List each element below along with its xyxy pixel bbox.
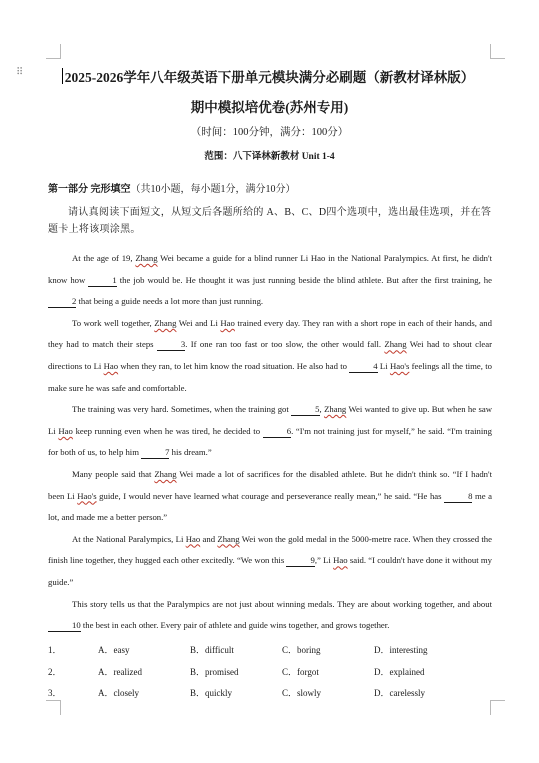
blank-8: 8 [444, 491, 472, 503]
blank-10: 10 [48, 620, 81, 632]
option-a[interactable]: A．realized [98, 666, 142, 677]
option-b[interactable]: B．difficult [190, 645, 234, 656]
scope-line: 范围：八下译林新教材 Unit 1-4 [204, 152, 335, 162]
option-a[interactable]: A．easy [98, 645, 130, 656]
blank-7: 7 [141, 447, 169, 459]
page-corner-mark-top-left [46, 44, 61, 59]
drag-handle-icon[interactable]: ⠿ [16, 67, 25, 78]
blank-4: 4 [349, 361, 377, 373]
option-a[interactable]: A．closely [98, 688, 139, 699]
option-row [48, 682, 492, 704]
paragraph-3: The training was very hard. Sometimes, when the training got 5, Zhang Wei wanted to give up. But when he saw Li Hao keep running even when he was tired, he decided to 6. “I'm not training just for myself,” he said. “I'm training for both of us, to help him 7 his dream.” [48, 404, 492, 458]
option-d[interactable]: D．explained [374, 666, 425, 677]
paragraph-4: Many people said that Zhang Wei made a lot of sacrifices for the disabled athlete. But he didn't think so. “If I hadn't been Li Hao's guide, I would never have learned what courage and perseverance really mean,” he said. “He has 8 me a lot, and made me a better person.” [48, 468, 492, 523]
option-c[interactable]: C．boring [282, 645, 321, 656]
document-title: 2025-2026学年八年级英语下册单元模块满分必刷题（新教材译林版） [64, 70, 475, 85]
blank-6: 6 [263, 426, 291, 438]
paragraph-6: This story tells us that the Paralympics are not just about winning medals. They are about working together, and about 10 the best in each other. Every pair of athlete and guide wins together, and grows together. [48, 594, 492, 637]
page-corner-mark-bottom-right [490, 700, 505, 715]
blank-3: 3 [157, 339, 185, 351]
option-c[interactable]: C．slowly [282, 688, 322, 699]
paragraph-2: To work well together, Zhang Wei and Li Hao trained every day. They ran with a short rope in each of their hands, and they had to match their steps 3. If one ran too fast or too slow, the other would fall. Zhang Wei had to shout clear directions to Li Hao when they ran, to let him know the road situation. He also had to 4 Li Hao's feelings all the time, to make sure he was safe and comfortable. [48, 317, 492, 393]
option-row [48, 639, 492, 661]
paragraph-1: At the age of 19, Zhang Wei became a guide for a blind runner Li Hao in the National Paralympics. At first, he didn't know how 1 the job would be. He thought it was just running beside the blind athlete. But after the first training, he 2 that being a guide needs a lot more than just running. [48, 253, 492, 307]
question-number: 3． [48, 688, 62, 699]
section-note: （共10小题，每小题1分，满分10分） [130, 184, 296, 195]
option-row [48, 661, 492, 683]
page-corner-mark-top-right [490, 44, 505, 59]
paragraph-5: At the National Paralympics, Li Hao and Zhang Wei won the gold medal in the 5000-metre race. When they crossed the finish line together, they hugged each other excitedly. “We won this 9,” Li Hao said. “I couldn't have done it without my guide.” [48, 533, 492, 587]
blank-1: 1 [88, 275, 116, 287]
blank-9: 9 [286, 555, 314, 567]
section-heading [48, 180, 296, 195]
answer-options [48, 639, 492, 704]
section-title: 第一部分 完形填空 [48, 184, 131, 195]
option-b[interactable]: B．promised [190, 666, 239, 677]
option-b[interactable]: B．quickly [190, 688, 232, 699]
option-d[interactable]: D．interesting [374, 645, 428, 656]
time-score-line: （时间：100分钟，满分：100分） [190, 127, 349, 138]
blank-5: 5 [291, 404, 319, 416]
section-instruction: 请认真阅读下面短文，从短文后各题所给的 A、B、C、D四个选项中，选出最佳选项，并在答题卡上将该项涂黑。 [48, 207, 492, 235]
question-number: 1． [48, 645, 62, 656]
blank-2: 2 [48, 296, 76, 308]
option-c[interactable]: C．forgot [282, 666, 319, 677]
question-number: 2． [48, 666, 62, 677]
option-d[interactable]: D．carelessly [374, 688, 425, 699]
document-subtitle: 期中模拟培优卷(苏州专用) [190, 100, 349, 115]
cloze-passage [48, 248, 492, 637]
